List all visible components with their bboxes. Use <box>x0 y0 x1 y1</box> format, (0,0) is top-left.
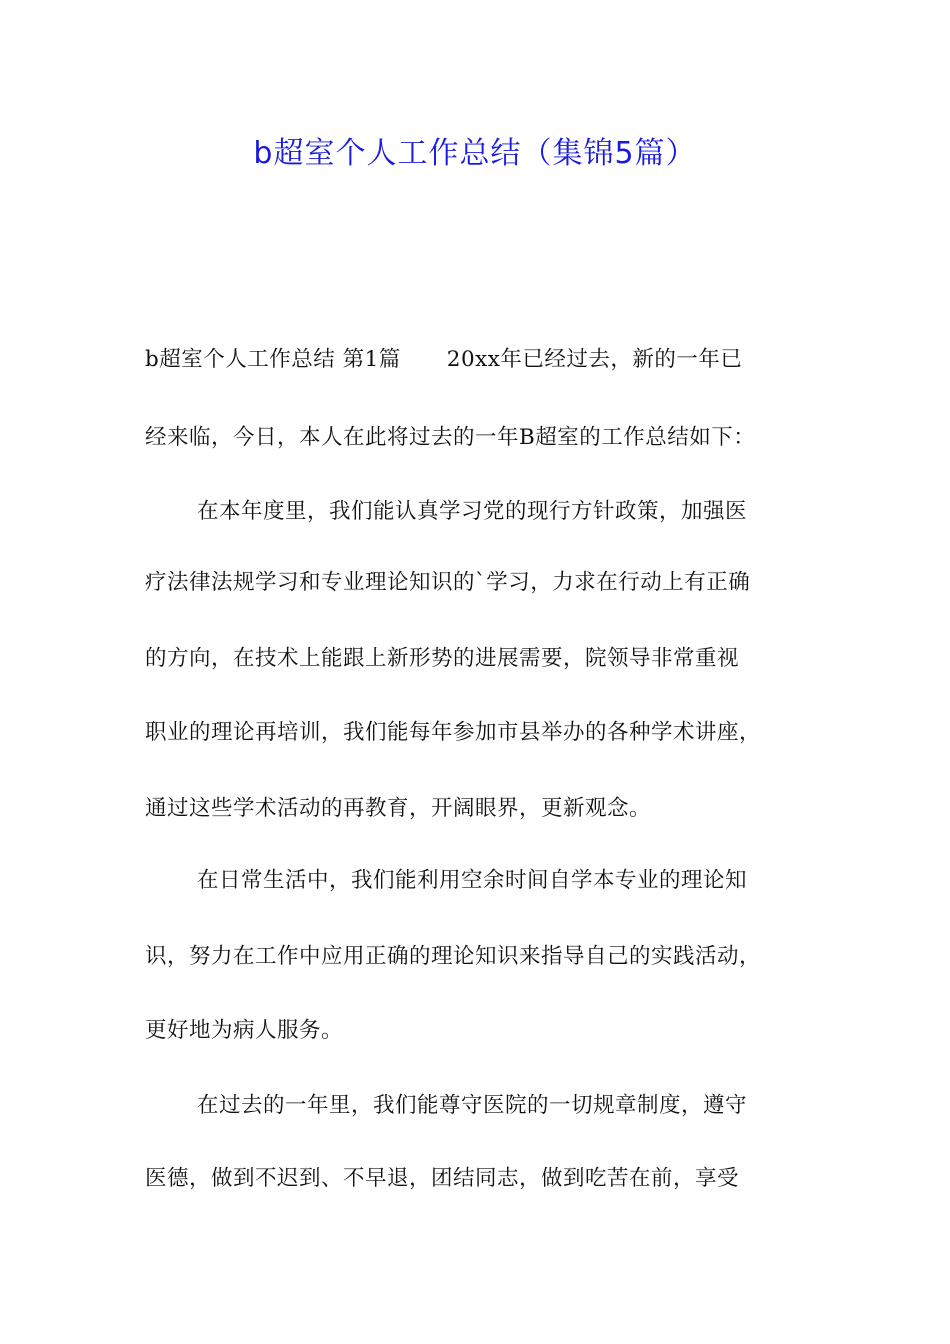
body-line-7: 通过这些学术活动的再教育，开阔眼界，更新观念。 <box>145 796 652 821</box>
section-first-sentence: 20xx年已经过去，新的一年已 <box>446 347 743 372</box>
body-line-3: 在本年度里，我们能认真学习党的现行方针政策，加强医 <box>197 499 748 524</box>
body-line-4: 疗法律法规学习和专业理论知识的`学习，力求在行动上有正确 <box>145 570 751 595</box>
body-line-11: 在过去的一年里，我们能尊守医院的一切规章制度，遵守 <box>197 1093 748 1118</box>
body-line-6: 职业的理论再培训，我们能每年参加市县举办的各种学术讲座， <box>145 720 762 745</box>
section-heading: b超室个人工作总结 第1篇 <box>145 347 401 372</box>
body-line-5: 的方向，在技术上能跟上新形势的进展需要，院领导非常重视 <box>145 646 740 671</box>
body-line-1 <box>145 345 742 375</box>
body-line-2: 经来临，今日，本人在此将过去的一年B超室的工作总结如下： <box>145 425 756 450</box>
document-title: b超室个人工作总结（集锦5篇） <box>253 136 697 171</box>
body-line-8: 在日常生活中，我们能利用空余时间自学本专业的理论知 <box>197 868 748 893</box>
body-line-10: 更好地为病人服务。 <box>145 1018 344 1043</box>
body-line-12: 医德，做到不迟到、不早退，团结同志，做到吃苦在前，享受 <box>145 1166 740 1191</box>
body-line-9: 识，努力在工作中应用正确的理论知识来指导自己的实践活动， <box>145 944 762 969</box>
